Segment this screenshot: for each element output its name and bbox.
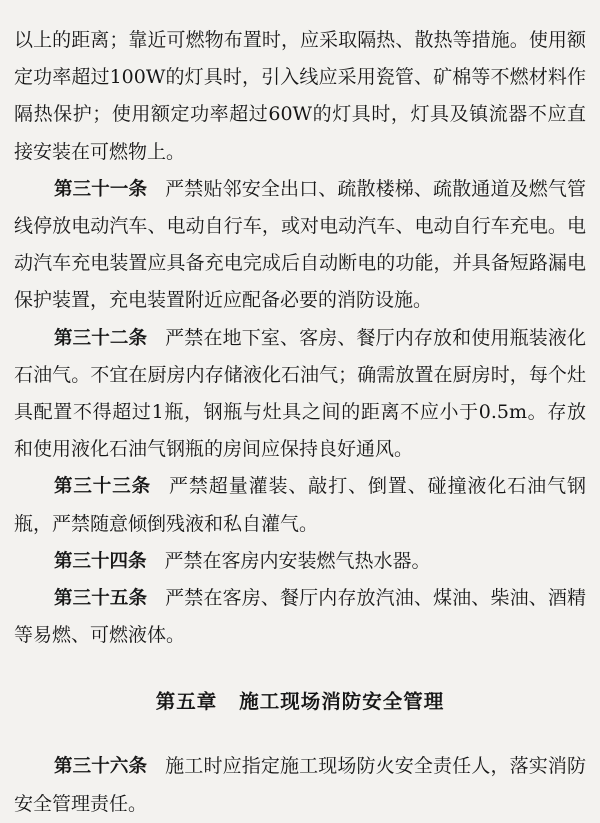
continuation-paragraph: 以上的距离；靠近可燃物布置时，应采取隔热、散热等措施。使用额定功率超过100W的灯具时，引入线应采用瓷管、矿棉等不燃材料作隔热保护；使用额定功率超过60W的灯具时，灯具及镇流器不应直接安装在可燃物上。 bbox=[14, 29, 586, 163]
article-text: 严禁在客房、餐厅内存放汽油、煤油、柴油、酒精等易燃、可燃液体。 bbox=[14, 587, 586, 647]
article-36 bbox=[14, 748, 586, 822]
article-33 bbox=[14, 468, 586, 542]
article-34 bbox=[14, 543, 586, 580]
chapter-number: 第五章 bbox=[155, 690, 218, 714]
article-32 bbox=[14, 320, 586, 469]
article-number: 第三十五条 bbox=[54, 588, 148, 610]
chapter-heading bbox=[14, 686, 586, 714]
article-31 bbox=[14, 171, 586, 320]
article-number: 第三十四条 bbox=[54, 550, 147, 572]
article-number: 第三十六条 bbox=[54, 756, 148, 778]
article-text: 施工时应指定施工现场防火安全责任人，落实消防安全管理责任。 bbox=[14, 755, 586, 815]
article-text: 严禁在客房内安装燃气热水器。 bbox=[164, 549, 431, 572]
article-number: 第三十三条 bbox=[54, 476, 151, 498]
article-text: 严禁超量灌装、敲打、倒置、碰撞液化石油气钢瓶，严禁随意倾倒残液和私自灌气。 bbox=[14, 475, 586, 535]
article-number: 第三十二条 bbox=[54, 327, 148, 349]
chapter-title: 施工现场消防安全管理 bbox=[239, 690, 445, 714]
article-text: 严禁在地下室、客房、餐厅内存放和使用瓶装液化石油气。不宜在厨房内存储液化石油气；确需放置在厨房时，每个灶具配置不得超过1瓶，钢瓶与灶具之间的距离不应小于0.5m。存放和使用液化石油气钢瓶的房间应保持良好通风。 bbox=[14, 326, 586, 461]
article-number: 第三十一条 bbox=[54, 178, 148, 200]
article-text: 严禁贴邻安全出口、疏散楼梯、疏散通道及燃气管线停放电动汽车、电动自行车，或对电动汽车、电动自行车充电。电动汽车充电装置应具备充电完成后自动断电的功能，并具备短路漏电保护装置，充电装置附近应配备必要的消防设施。 bbox=[14, 177, 586, 312]
article-35 bbox=[14, 580, 586, 654]
